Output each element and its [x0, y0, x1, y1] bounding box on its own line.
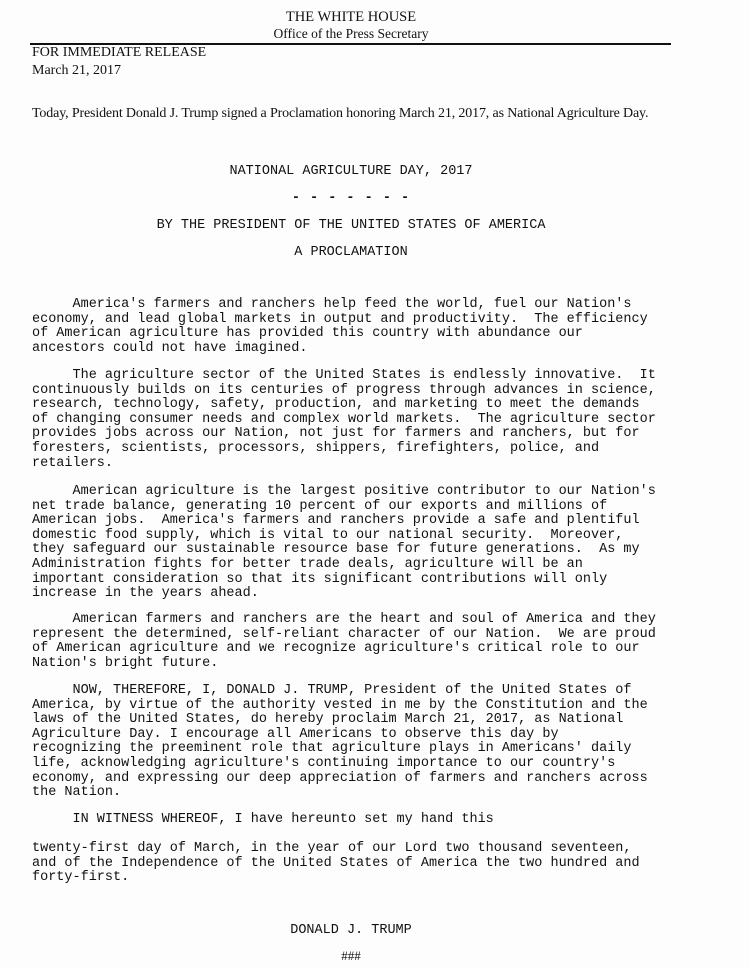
release-date: March 21, 2017: [32, 63, 122, 78]
press-office-name: Office of the Press Secretary: [273, 26, 429, 41]
press-header-title: THE WHITE HOUSE: [285, 9, 417, 25]
paragraph: NOW, THEREFORE, I, DONALD J. TRUMP, President of the United States of America, by virtue of the authority vested in me by the Constitution and the laws of the United States, do hereby proclaim March 21, 2017, as National Agriculture Day. I encourage all Americans to observe this day by recognizing the preeminent role that agriculture plays in Americans' daily life, acknowledging agriculture's continuing importance to our country's economy, and expressing our deep appreciation of farmers and ranchers across the Nation.: [32, 683, 648, 801]
by-line: BY THE PRESIDENT OF THE UNITED STATES OF AMERICA: [156, 218, 546, 233]
signature-name: DONALD J. TRUMP: [290, 923, 412, 938]
separator-dashes: - - - - - - -: [291, 191, 411, 206]
paragraph: twenty-first day of March, in the year of our Lord two thousand seventeen, and of the Independence of the United States of America the two hundred and forty-first.: [32, 841, 640, 886]
proclamation-title: NATIONAL AGRICULTURE DAY, 2017: [229, 164, 473, 179]
end-mark: ###: [341, 948, 361, 963]
paragraph: The agriculture sector of the United States is endlessly innovative. It continuously builds on its centuries of progress through advances in science, research, technology, safety, production, and marketing to meet the demands of changing consumer needs and complex world markets. The agriculture sector provides jobs across our Nation, not just for farmers and ranchers, but for foresters, scientists, processors, shippers, firefighters, police, and retailers.: [32, 368, 656, 471]
summary-text: Today, President Donald J. Trump signed a Proclamation honoring March 21, 2017, as National Agriculture Day.: [32, 106, 649, 121]
paragraph: American agriculture is the largest positive contributor to our Nation's net trade balance, generating 10 percent of our exports and millions of American jobs. America's farmers and ranchers provide a safe and plentiful domestic food supply, which is vital to our national security. Moreover, they safeguard our sustainable resource base for future generations. As my Administration fights for better trade deals, agriculture will be an important consideration so that its significant contributions will only increase in the years ahead.: [32, 484, 656, 602]
paragraph: America's farmers and ranchers help feed the world, fuel our Nation's economy, and lead global markets in output and productivity. The efficiency of American agriculture has provided this country with abundance our ancestors could not have imagined.: [32, 297, 648, 356]
paragraph: IN WITNESS WHEREOF, I have hereunto set my hand this: [32, 812, 494, 827]
proclamation-label: A PROCLAMATION: [294, 245, 408, 260]
release-notice: FOR IMMEDIATE RELEASE: [32, 45, 207, 60]
paragraph: American farmers and ranchers are the heart and soul of America and they represent the determined, self-reliant character of our Nation. We are proud of American agriculture and we recognize agriculture's critical role to our Nation's bright future.: [32, 612, 656, 671]
